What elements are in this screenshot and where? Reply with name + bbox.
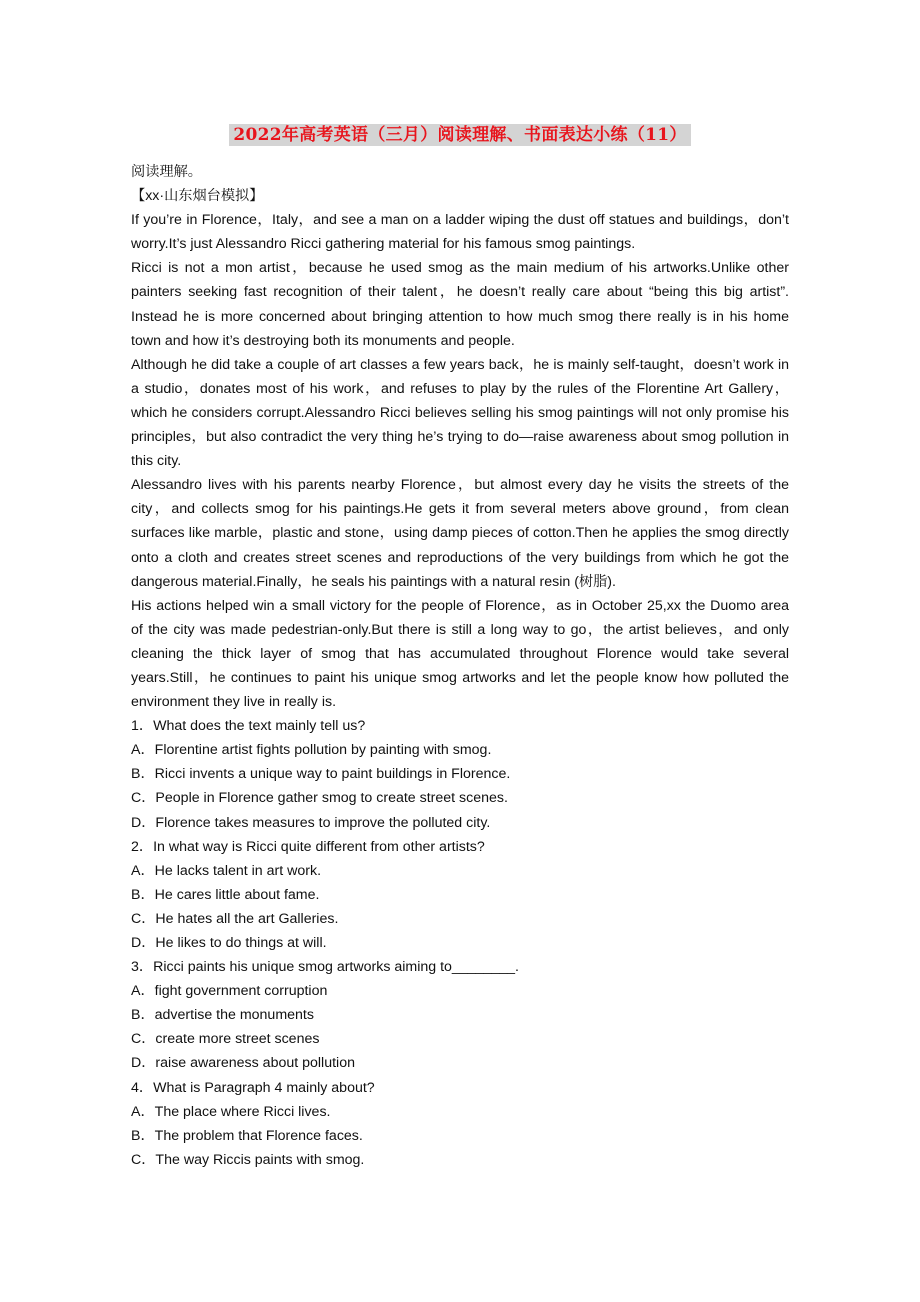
question-option: D．Florence takes measures to improve the polluted city.: [131, 814, 491, 831]
question-option: B．Ricci invents a unique way to paint buildings in Florence.: [131, 766, 511, 783]
question-stem: 3．Ricci paints his unique smog artworks aiming to________.: [131, 959, 519, 976]
document-title: 2022年高考英语（三月）阅读理解、书面表达小练（11）: [229, 124, 690, 146]
question-option: D．raise awareness about pollution: [131, 1055, 355, 1072]
passage-paragraph-5: His actions helped win a small victory for the people of Florence，as in October 25,xx the Duomo area of the city was made pedestrian-only.But there is still a long way to go，the artist believes，and only cleaning the thick layer of smog that has accumulated throughout Florence would take several years.Still，he continues to paint his unique smog artworks and let the people know how polluted the environment they live in really is.: [131, 597, 789, 711]
question-2: [131, 835, 789, 955]
question-option: A．He lacks talent in art work.: [131, 862, 322, 879]
question-option: A．Florentine artist fights pollution by painting with smog.: [131, 742, 492, 759]
question-option: C．He hates all the art Galleries.: [131, 910, 339, 927]
passage-paragraph-3: Although he did take a couple of art classes a few years back，he is mainly self-taught，doesn’t work in a studio，donates most of his work，and refuses to play by the rules of the Florentine Art Gallery，which he considers corrupt.Alessandro Ricci believes selling his smog paintings will not only promise his principles，but also contradict the very thing he’s trying to do—raise awareness about smog pollution in this city.: [131, 356, 789, 470]
document-body: [131, 160, 789, 1172]
question-option: C．People in Florence gather smog to create street scenes.: [131, 790, 508, 807]
passage-paragraph-2: Ricci is not a mon artist，because he used smog as the main medium of his artworks.Unlike other painters seeking fast recognition of their talent，he doesn’t really care about “being this big artist”. Instead he is more concerned about bringing attention to how much smog there really is in his home town and how it’s destroying both its monuments and people.: [131, 260, 789, 349]
question-option: A．The place where Ricci lives.: [131, 1103, 331, 1120]
question-option: A．fight government corruption: [131, 983, 328, 1000]
question-option: C．The way Riccis paints with smog.: [131, 1151, 365, 1168]
question-option: B．advertise the monuments: [131, 1007, 314, 1024]
question-stem: 1．What does the text mainly tell us?: [131, 718, 366, 735]
passage-paragraph-4: Alessandro lives with his parents nearby Florence，but almost every day he visits the streets of the city，and collects smog for his paintings.He gets it from several meters above ground，from clean surfaces like marble，plastic and stone，using damp pieces of cotton.Then he applies the smog directly onto a cloth and creates street scenes and reproductions of the very buildings from which he got the dangerous material.Finally，he seals his paintings with a natural resin (树脂).: [131, 477, 789, 590]
question-stem: 4．What is Paragraph 4 mainly about?: [131, 1079, 375, 1096]
question-option: C．create more street scenes: [131, 1031, 320, 1048]
question-option: D．He likes to do things at will.: [131, 935, 327, 951]
question-option: B．The problem that Florence faces.: [131, 1127, 363, 1144]
question-3: [131, 955, 789, 1075]
section-label: 阅读理解。: [131, 164, 202, 180]
source-label: 【xx·山东烟台模拟】: [131, 188, 264, 205]
question-option: B．He cares little about fame.: [131, 886, 320, 903]
passage-paragraph-1: If you’re in Florence，Italy，and see a man on a ladder wiping the dust off statues and buildings，don’t worry.It’s just Alessandro Ricci gathering material for his famous smog paintings.: [131, 212, 789, 253]
question-stem: 2．In what way is Ricci quite different from other artists?: [131, 838, 485, 855]
title-wrapper: [0, 124, 920, 146]
question-1: [131, 714, 789, 834]
question-4: [131, 1076, 789, 1172]
